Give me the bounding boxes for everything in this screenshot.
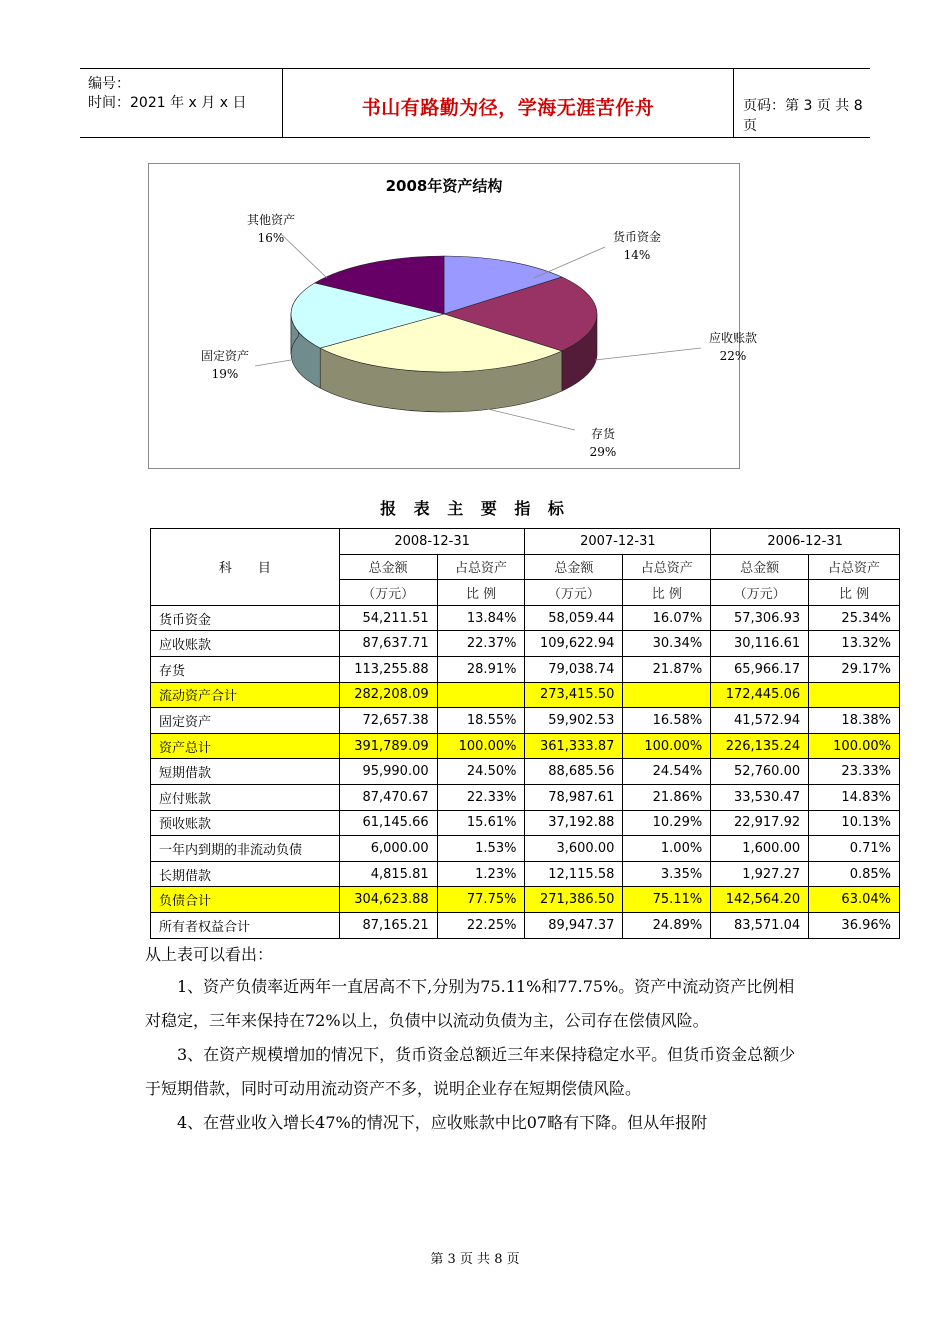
table-row xyxy=(151,733,900,759)
amount-cell: 79,038.74 xyxy=(525,656,623,682)
ratio-cell: 14.83% xyxy=(809,784,900,810)
amount-cell: 304,623.88 xyxy=(339,887,437,913)
ratio-cell xyxy=(437,682,525,708)
amount-cell: 72,657.38 xyxy=(339,708,437,734)
ratio-cell: 1.23% xyxy=(437,861,525,887)
amount-cell: 273,415.50 xyxy=(525,682,623,708)
table-row xyxy=(151,682,900,708)
row-label: 货币资金 xyxy=(151,605,340,631)
amount-cell: 58,059.44 xyxy=(525,605,623,631)
amount-cell: 226,135.24 xyxy=(711,733,809,759)
amount-cell: 57,306.93 xyxy=(711,605,809,631)
ratio-cell: 22.37% xyxy=(437,631,525,657)
amount-cell: 113,255.88 xyxy=(339,656,437,682)
amount-cell: 87,637.71 xyxy=(339,631,437,657)
table-row xyxy=(151,631,900,657)
amount-cell: 83,571.04 xyxy=(711,912,809,938)
slice-label: 存货 xyxy=(590,427,616,441)
header-left-cell xyxy=(80,69,282,137)
amount-unit-header: （万元） xyxy=(525,580,623,606)
amount-cell: 52,760.00 xyxy=(711,759,809,785)
amount-unit-header: （万元） xyxy=(711,580,809,606)
ratio-header-2: 比 例 xyxy=(809,580,900,606)
row-label: 一年内到期的非流动负债 xyxy=(151,836,340,862)
amount-cell: 391,789.09 xyxy=(339,733,437,759)
page-header xyxy=(80,68,870,138)
ratio-cell: 24.89% xyxy=(623,912,711,938)
table-row xyxy=(151,759,900,785)
amount-cell: 33,530.47 xyxy=(711,784,809,810)
ratio-cell: 16.07% xyxy=(623,605,711,631)
ratio-cell: 15.61% xyxy=(437,810,525,836)
slice-percent: 14% xyxy=(623,248,651,262)
ratio-header-2: 比 例 xyxy=(437,580,525,606)
slice-label: 货币资金 xyxy=(612,230,662,244)
year-header: 2007-12-31 xyxy=(525,529,711,555)
amount-cell: 6,000.00 xyxy=(339,836,437,862)
slice-percent: 29% xyxy=(589,445,617,459)
row-label: 资产总计 xyxy=(151,733,340,759)
slice-label: 其他资产 xyxy=(246,213,296,227)
amount-cell: 87,470.67 xyxy=(339,784,437,810)
analysis-text xyxy=(145,940,810,1140)
ratio-cell: 100.00% xyxy=(437,733,525,759)
row-label: 存货 xyxy=(151,656,340,682)
row-label: 流动资产合计 xyxy=(151,682,340,708)
ratio-cell: 25.34% xyxy=(809,605,900,631)
table-row xyxy=(151,861,900,887)
ratio-cell: 21.86% xyxy=(623,784,711,810)
table-header-row-years xyxy=(151,529,900,555)
page-footer: 第 3 页 共 8 页 xyxy=(430,1252,520,1267)
chart-title: 2008年资产结构 xyxy=(385,177,503,195)
table-title: 报 表 主 要 指 标 xyxy=(380,499,570,518)
ratio-cell: 100.00% xyxy=(623,733,711,759)
amount-cell: 54,211.51 xyxy=(339,605,437,631)
row-label: 负债合计 xyxy=(151,887,340,913)
ratio-cell: 28.91% xyxy=(437,656,525,682)
table-row xyxy=(151,784,900,810)
ratio-cell: 23.33% xyxy=(809,759,900,785)
header-motto: 书山有路勤为径，学海无涯苦作舟 xyxy=(361,97,655,119)
amount-cell: 142,564.20 xyxy=(711,887,809,913)
leader-line xyxy=(595,348,701,360)
ratio-cell: 0.71% xyxy=(809,836,900,862)
amount-unit-header: （万元） xyxy=(339,580,437,606)
ratio-cell: 13.32% xyxy=(809,631,900,657)
amount-cell: 109,622.94 xyxy=(525,631,623,657)
amount-cell: 3,600.00 xyxy=(525,836,623,862)
asset-structure-chart xyxy=(148,163,758,469)
table-row xyxy=(151,656,900,682)
ratio-cell: 3.35% xyxy=(623,861,711,887)
amount-cell: 41,572.94 xyxy=(711,708,809,734)
ratio-header-2: 比 例 xyxy=(623,580,711,606)
table-row xyxy=(151,887,900,913)
ratio-cell: 10.13% xyxy=(809,810,900,836)
table-row xyxy=(151,912,900,938)
slice-percent: 19% xyxy=(211,367,239,381)
ratio-cell: 63.04% xyxy=(809,887,900,913)
amount-header: 总金额 xyxy=(339,554,437,580)
number-label: 编号： xyxy=(88,76,130,92)
leader-line xyxy=(255,360,291,366)
table-row xyxy=(151,708,900,734)
slice-percent: 22% xyxy=(719,349,747,363)
ratio-cell: 77.75% xyxy=(437,887,525,913)
ratio-cell: 24.54% xyxy=(623,759,711,785)
subject-header: 科 目 xyxy=(151,529,340,606)
ratio-cell: 18.38% xyxy=(809,708,900,734)
table-row xyxy=(151,836,900,862)
ratio-header: 占总资产 xyxy=(623,554,711,580)
ratio-cell: 29.17% xyxy=(809,656,900,682)
amount-header: 总金额 xyxy=(711,554,809,580)
amount-cell: 172,445.06 xyxy=(711,682,809,708)
ratio-cell: 100.00% xyxy=(809,733,900,759)
amount-cell: 37,192.88 xyxy=(525,810,623,836)
ratio-header: 占总资产 xyxy=(809,554,900,580)
ratio-cell: 24.50% xyxy=(437,759,525,785)
amount-cell: 1,600.00 xyxy=(711,836,809,862)
year-header: 2008-12-31 xyxy=(339,529,525,555)
header-center-cell xyxy=(282,69,734,137)
slice-percent: 16% xyxy=(257,231,285,245)
ratio-cell: 18.55% xyxy=(437,708,525,734)
amount-cell: 59,902.53 xyxy=(525,708,623,734)
key-indicators-table xyxy=(150,528,900,939)
ratio-cell: 75.11% xyxy=(623,887,711,913)
amount-cell: 88,685.56 xyxy=(525,759,623,785)
ratio-cell xyxy=(623,682,711,708)
leader-line xyxy=(467,404,575,430)
row-label: 应收账款 xyxy=(151,631,340,657)
amount-cell: 78,987.61 xyxy=(525,784,623,810)
amount-cell: 1,927.27 xyxy=(711,861,809,887)
ratio-cell: 13.84% xyxy=(437,605,525,631)
header-right-cell xyxy=(733,69,870,137)
slice-label: 应收账款 xyxy=(708,331,758,345)
amount-cell: 89,947.37 xyxy=(525,912,623,938)
amount-cell: 65,966.17 xyxy=(711,656,809,682)
row-label: 所有者权益合计 xyxy=(151,912,340,938)
year-header: 2006-12-31 xyxy=(711,529,900,555)
ratio-cell: 1.53% xyxy=(437,836,525,862)
amount-header: 总金额 xyxy=(525,554,623,580)
amount-cell: 22,917.92 xyxy=(711,810,809,836)
ratio-cell: 10.29% xyxy=(623,810,711,836)
ratio-cell xyxy=(809,682,900,708)
ratio-cell: 36.96% xyxy=(809,912,900,938)
ratio-cell: 22.25% xyxy=(437,912,525,938)
page-number-label: 页码：第 3 页 共 8 页 xyxy=(743,98,863,134)
ratio-cell: 1.00% xyxy=(623,836,711,862)
amount-cell: 87,165.21 xyxy=(339,912,437,938)
leader-line xyxy=(281,234,327,278)
amount-cell: 95,990.00 xyxy=(339,759,437,785)
row-label: 预收账款 xyxy=(151,810,340,836)
amount-cell: 4,815.81 xyxy=(339,861,437,887)
ratio-cell: 0.85% xyxy=(809,861,900,887)
ratio-cell: 22.33% xyxy=(437,784,525,810)
row-label: 应付账款 xyxy=(151,784,340,810)
ratio-cell: 21.87% xyxy=(623,656,711,682)
slice-label: 固定资产 xyxy=(200,349,250,363)
amount-cell: 12,115.58 xyxy=(525,861,623,887)
leader-line xyxy=(534,247,605,278)
row-label: 长期借款 xyxy=(151,861,340,887)
amount-cell: 30,116.61 xyxy=(711,631,809,657)
time-label: 时间：2021 年 x 月 x 日 xyxy=(88,95,247,111)
row-label: 固定资产 xyxy=(151,708,340,734)
pie-chart-canvas xyxy=(149,164,758,468)
ratio-cell: 30.34% xyxy=(623,631,711,657)
amount-cell: 282,208.09 xyxy=(339,682,437,708)
table-row xyxy=(151,605,900,631)
amount-cell: 361,333.87 xyxy=(525,733,623,759)
amount-cell: 271,386.50 xyxy=(525,887,623,913)
ratio-cell: 16.58% xyxy=(623,708,711,734)
analysis-paragraph-4: 4、在营业收入增长47%的情况下，应收账款中比07略有下降。但从年报附 xyxy=(177,1113,708,1132)
analysis-intro: 从上表可以看出： xyxy=(145,945,274,964)
row-label: 短期借款 xyxy=(151,759,340,785)
table-row xyxy=(151,810,900,836)
amount-cell: 61,145.66 xyxy=(339,810,437,836)
analysis-paragraph-1: 1、资产负债率近两年一直居高不下,分别为75.11%和77.75%。资产中流动资产比例相对稳定，三年来保持在72%以上，负债中以流动负债为主，公司存在偿债风险。 xyxy=(145,977,795,1030)
ratio-header: 占总资产 xyxy=(437,554,525,580)
analysis-paragraph-3: 3、在资产规模增加的情况下，货币资金总额近三年来保持稳定水平。但货币资金总额少于短期借款，同时可动用流动资产不多，说明企业存在短期偿债风险。 xyxy=(145,1045,796,1098)
